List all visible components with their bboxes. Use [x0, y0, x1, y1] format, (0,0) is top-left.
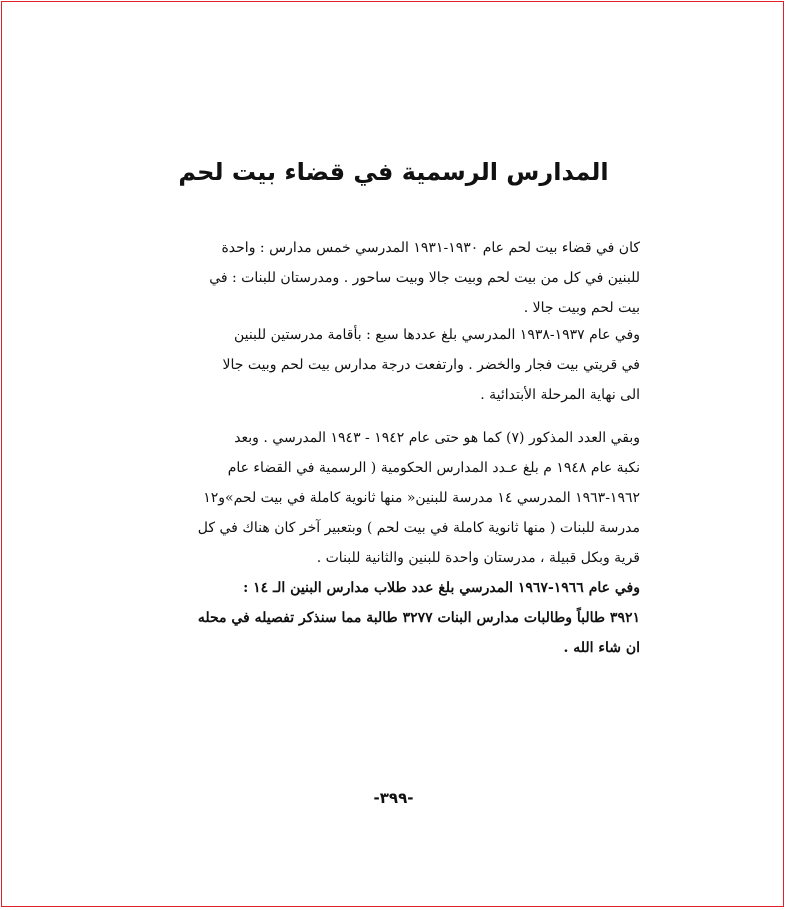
paragraph-line: كان في قضاء بيت لحم عام ١٩٣٠-١٩٣١ المدرسي خمس مدارس : واحدة [221, 240, 640, 256]
paragraph-line: ٣٩٢١ طالباً وطالبات مدارس البنات ٣٢٧٧ طالبة مما سنذكر تفصيله في محله [197, 610, 640, 626]
paragraph-line: ١٩٦٢-١٩٦٣ المدرسي ١٤ مدرسة للبنين« منها ثانوية كاملة في بيت لحم»و١٢ [203, 490, 640, 506]
page-number: -٣٩٩- [373, 789, 414, 807]
paragraph-line: للبنين في كل من بيت لحم وبيت جالا وبيت ساحور . ومدرستان للبنات : في [209, 270, 640, 286]
paragraph-line: في قريتي بيت فجار والخضر . وارتفعت درجة مدارس بيت لحم وبيت جالا [222, 357, 640, 373]
paragraph-4 [150, 573, 640, 663]
paragraph-3 [150, 423, 640, 573]
paragraph-line: وبقي العدد المذكور (٧) كما هو حتى عام ١٩٤٢ - ١٩٤٣ المدرسي . وبعد [234, 430, 640, 446]
paragraph-2 [150, 320, 640, 410]
paragraph-line: الى نهاية المرحلة الأبتدائية . [480, 387, 640, 403]
paragraph-line: نكبة عام ١٩٤٨ م بلغ عـدد المدارس الحكومية ( الرسمية في القضاء عام [227, 460, 640, 476]
paragraph-1 [150, 233, 640, 323]
paragraph-line: ان شاء الله . [563, 640, 640, 656]
paragraph-line: مدرسة للبنات ( منها ثانوية كاملة في بيت لحم ) وبتعبير آخر كان هناك في كل [197, 520, 640, 536]
paragraph-line: قرية وبكل قبيلة ، مدرستان واحدة للبنين والثانية للبنات . [316, 550, 640, 566]
paragraph-line: بيت لحم وبيت جالا . [523, 300, 640, 316]
paragraph-line: وفي عام ١٩٣٧-١٩٣٨ المدرسي بلغ عددها سبع : بأقامة مدرستين للبنين [233, 327, 640, 343]
paragraph-line: وفي عام ١٩٦٦-١٩٦٧ المدرسي بلغ عدد طلاب مدارس البنين الـ ١٤ : [243, 580, 640, 596]
page-title: المدارس الرسمية في قضاء بيت لحم [178, 158, 609, 186]
